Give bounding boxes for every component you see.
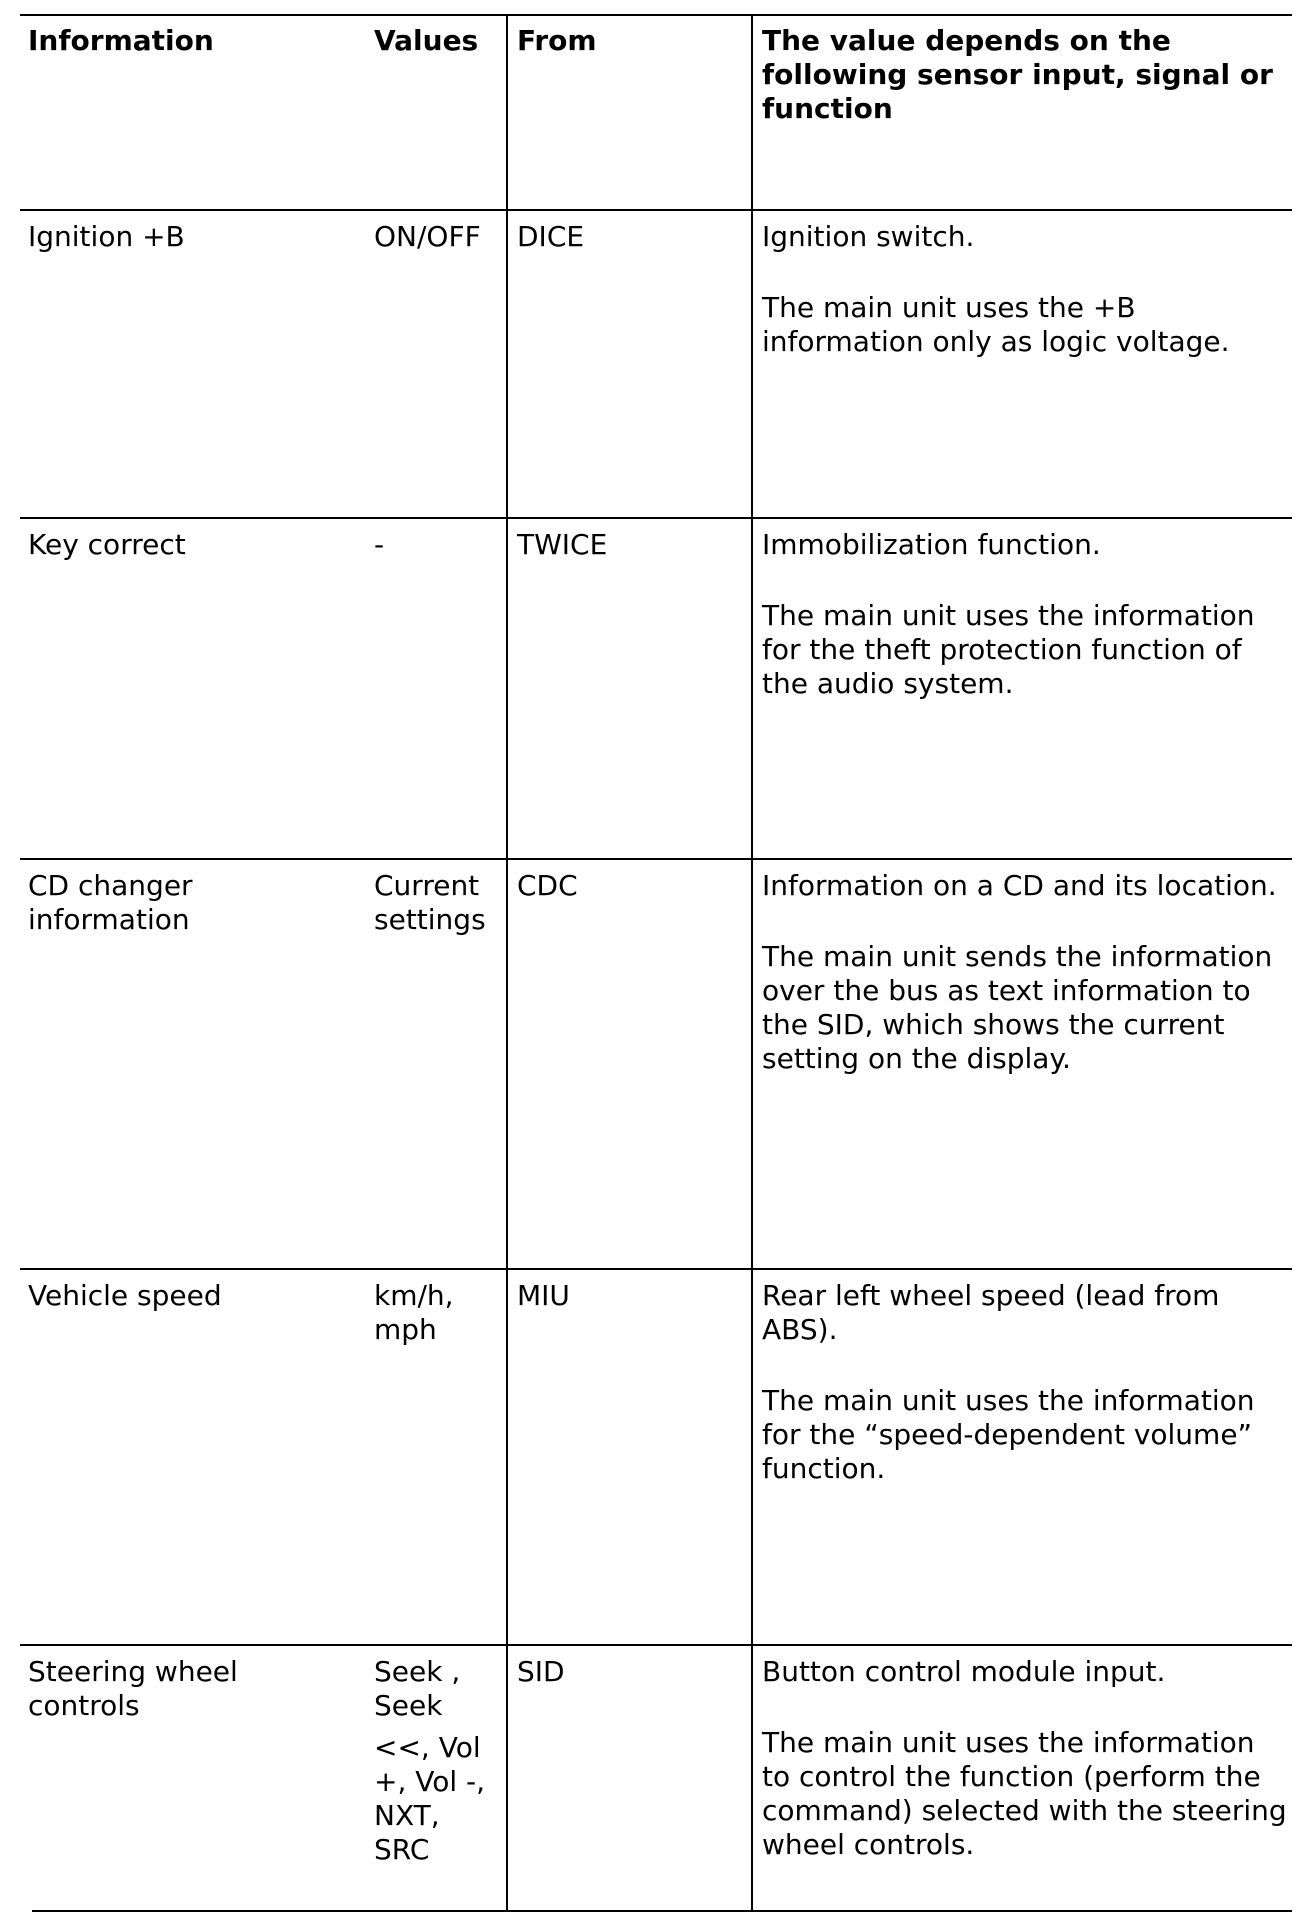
row-1-values: [374, 220, 504, 254]
row-3-description: [762, 869, 1287, 1076]
row-5-value-1: Seek , Seek: [374, 1655, 461, 1722]
header-information: Information: [28, 24, 214, 57]
row-3-value-1: Current settings: [374, 869, 486, 936]
row-3-from: CDC: [517, 869, 578, 902]
row-4-from: MIU: [517, 1279, 570, 1312]
row-3-information: CD changer information: [28, 869, 193, 936]
row-5-description-p1: Button control module input.: [762, 1655, 1166, 1688]
header-from: From: [517, 24, 597, 57]
row-2-from: TWICE: [517, 528, 608, 561]
row-5-description: [762, 1655, 1287, 1862]
header-depends: The value depends on the following sensor input, signal or function: [762, 24, 1273, 125]
row-1-description-p2: The main unit uses the +B information only as logic voltage.: [762, 291, 1230, 358]
row-1-bottom-border: [20, 517, 1292, 519]
row-4-value-1: km/h, mph: [374, 1279, 454, 1346]
row-4-description-p1: Rear left wheel speed (lead from ABS).: [762, 1279, 1220, 1346]
row-2-description-p2: The main unit uses the information for the theft protection function of the audio system.: [762, 599, 1255, 700]
row-2-value-1: -: [374, 528, 385, 561]
row-3-description-p1: Information on a CD and its location.: [762, 869, 1277, 902]
row-1-description-p1: Ignition switch.: [762, 220, 975, 253]
row-4-bottom-border: [20, 1644, 1292, 1646]
row-3-description-p2: The main unit sends the information over the bus as text information to the SID, which shows the current setting on the display.: [762, 940, 1273, 1075]
row-5-information: Steering wheel controls: [28, 1655, 238, 1722]
row-1-description: [762, 220, 1287, 359]
row-4-values: [374, 1279, 484, 1347]
row-2-description-p1: Immobilization function.: [762, 528, 1101, 561]
row-2-information: Key correct: [28, 528, 186, 561]
row-2-values: [374, 528, 504, 562]
row-4-information: Vehicle speed: [28, 1279, 222, 1312]
row-2-bottom-border: [20, 858, 1292, 860]
table-top-border: [20, 14, 1292, 16]
row-3-bottom-border: [20, 1268, 1292, 1270]
row-2-description: [762, 528, 1287, 701]
row-5-from: SID: [517, 1655, 565, 1688]
row-4-description-p2: The main unit uses the information for the “speed-dependent volume” function.: [762, 1384, 1255, 1485]
row-5-value-2: <<, Vol +, Vol -, NXT, SRC: [374, 1731, 486, 1866]
row-1-value-1: ON/OFF: [374, 220, 481, 253]
row-1-information: Ignition +B: [28, 220, 185, 253]
header-values: Values: [374, 24, 479, 57]
row-4-description: [762, 1279, 1287, 1486]
column-divider-values-from: [506, 14, 508, 1912]
header-bottom-border: [20, 209, 1292, 211]
row-5-values: [374, 1655, 502, 1867]
row-1-from: DICE: [517, 220, 585, 253]
row-3-values: [374, 869, 504, 937]
row-5-description-p2: The main unit uses the information to control the function (perform the command) selected with the steering wheel controls.: [762, 1726, 1287, 1861]
column-divider-from-description: [751, 14, 753, 1912]
